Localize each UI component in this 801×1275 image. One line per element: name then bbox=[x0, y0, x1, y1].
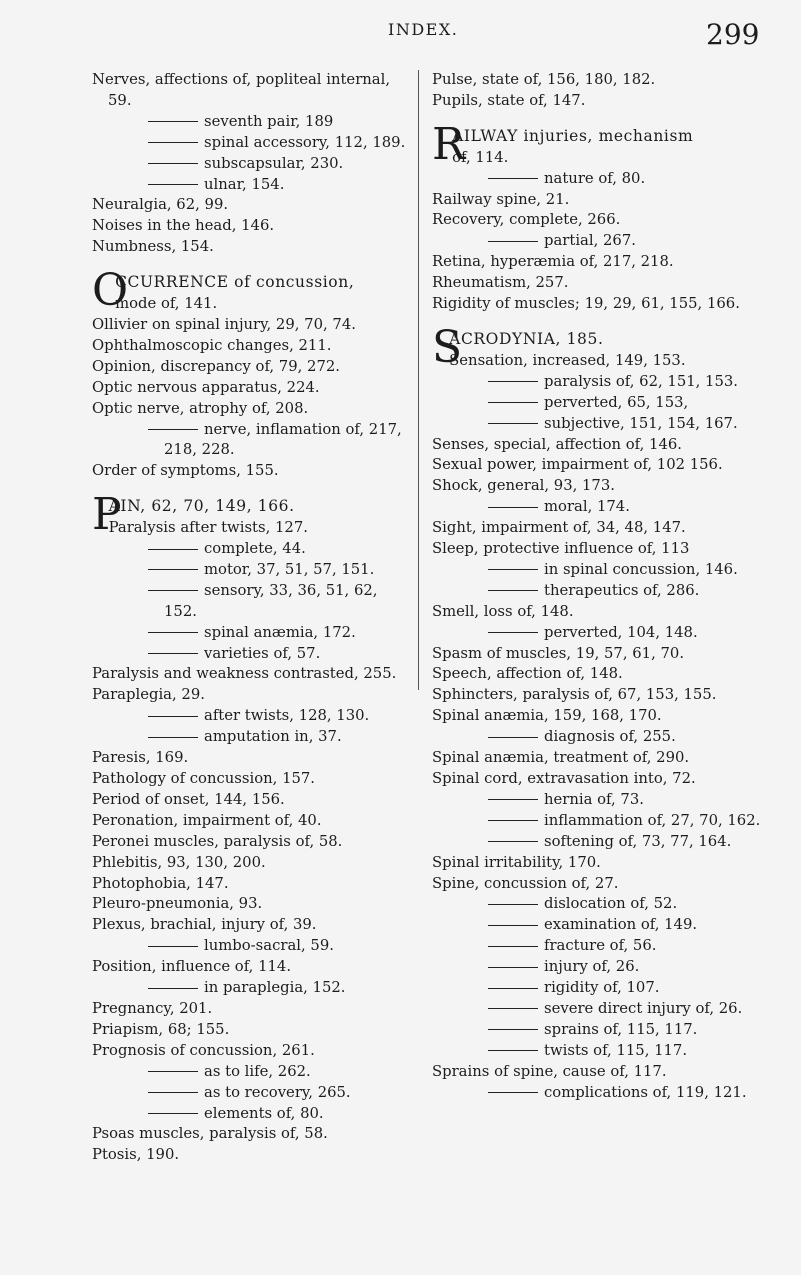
index-subentry: complete, 44. bbox=[92, 539, 410, 560]
index-entry: Railway spine, 21. bbox=[432, 190, 570, 208]
index-entry: Spinal irritability, 170. bbox=[432, 853, 601, 871]
index-entry: Neuralgia, 62, 99. bbox=[92, 196, 229, 214]
index-entry: Spine, concussion of, 27. bbox=[432, 874, 619, 892]
index-subentry: spinal accessory, 112, 189. bbox=[92, 133, 410, 154]
index-entry: Pleuro-pneumonia, 93. bbox=[92, 895, 263, 913]
index-subentry: in spinal concussion, 146. bbox=[432, 560, 765, 581]
index-subentry: subscapsular, 230. bbox=[92, 154, 410, 175]
index-subentry: as to life, 262. bbox=[92, 1062, 410, 1083]
index-subentry: ulnar, 154. bbox=[92, 175, 410, 196]
index-subentry: amputation in, 37. bbox=[92, 727, 410, 748]
index-section-start bbox=[92, 489, 410, 541]
section-continuation-text: mode of, 141. bbox=[115, 295, 218, 313]
index-entry: Optic nerve, atrophy of, 208. bbox=[92, 399, 309, 417]
index-subentry: elements of, 80. bbox=[92, 1104, 410, 1125]
index-entry: Ollivier on spinal injury, 29, 70, 74. bbox=[92, 315, 356, 333]
page-header bbox=[0, 16, 801, 56]
index-subentry: fracture of, 56. bbox=[432, 936, 765, 957]
index-entry: Position, influence of, 114. bbox=[92, 958, 292, 976]
index-entry: Retina, hyperæmia of, 217, 218. bbox=[432, 253, 674, 271]
column-divider bbox=[418, 70, 419, 690]
index-entry: Rheumatism, 257. bbox=[432, 274, 569, 292]
index-entry: Sexual power, impairment of, 102 156. bbox=[432, 456, 723, 474]
index-subentry: inflammation of, 27, 70, 162. bbox=[432, 811, 765, 832]
index-entry: Sight, impairment of, 34, 48, 147. bbox=[432, 519, 686, 537]
drop-initial: R bbox=[432, 118, 466, 170]
index-entry: Priapism, 68; 155. bbox=[92, 1020, 230, 1038]
index-entry: Sphincters, paralysis of, 67, 153, 155. bbox=[432, 686, 717, 704]
index-entry: Prognosis of concussion, 261. bbox=[92, 1041, 315, 1059]
index-entry: Photophobia, 147. bbox=[92, 874, 229, 892]
index-subentry: sprains of, 115, 117. bbox=[432, 1020, 765, 1041]
index-subentry: paralysis of, 62, 151, 153. bbox=[432, 372, 765, 393]
index-subentry: sensory, 33, 36, 51, 62, 152. bbox=[92, 581, 410, 623]
index-entry: Paraplegia, 29. bbox=[92, 686, 205, 704]
index-column-right bbox=[432, 70, 765, 1104]
index-subentry: dislocation of, 52. bbox=[432, 894, 765, 915]
index-subentry: twists of, 115, 117. bbox=[432, 1041, 765, 1062]
index-entry: Spinal anæmia, 159, 168, 170. bbox=[432, 707, 662, 725]
index-column-left bbox=[92, 70, 410, 1166]
index-subentry: softening of, 73, 77, 164. bbox=[432, 832, 765, 853]
index-entry: Pupils, state of, 147. bbox=[432, 91, 586, 109]
index-entry: Peronation, impairment of, 40. bbox=[92, 811, 322, 829]
section-lead-text: AIN, 62, 70, 149, 166. bbox=[108, 497, 295, 516]
index-entry: Numbness, 154. bbox=[92, 238, 214, 256]
index-entry: Pathology of concussion, 157. bbox=[92, 770, 316, 787]
index-entry: Spinal anæmia, treatment of, 290. bbox=[432, 749, 690, 767]
index-subentry: perverted, 65, 153, bbox=[432, 393, 765, 414]
index-entry: Period of onset, 144, 156. bbox=[92, 790, 285, 808]
index-subentry: partial, 267. bbox=[432, 231, 765, 252]
index-subentry: in paraplegia, 152. bbox=[92, 978, 410, 999]
index-subentry: examination of, 149. bbox=[432, 915, 765, 936]
index-subentry: severe direct injury of, 26. bbox=[432, 999, 765, 1020]
drop-initial: O bbox=[92, 265, 129, 317]
index-entry: Smell, loss of, 148. bbox=[432, 602, 574, 620]
section-continuation-text: Sensation, increased, 149, 153. bbox=[449, 351, 686, 369]
index-section-start bbox=[432, 118, 765, 170]
drop-initial: P bbox=[92, 489, 122, 541]
index-subentry: as to recovery, 265. bbox=[92, 1083, 410, 1104]
index-entry: Recovery, complete, 266. bbox=[432, 211, 621, 229]
index-entry: Ophthalmoscopic changes, 211. bbox=[92, 336, 332, 354]
index-entry: Senses, special, affection of, 146. bbox=[432, 435, 682, 453]
index-entry: Optic nervous apparatus, 224. bbox=[92, 378, 320, 396]
index-entry: Noises in the head, 146. bbox=[92, 217, 275, 235]
index-entry: Paresis, 169. bbox=[92, 749, 189, 767]
index-subentry: therapeutics of, 286. bbox=[432, 581, 765, 602]
index-entry: Spinal cord, extravasation into, 72. bbox=[432, 770, 696, 787]
index-entry: Paralysis and weakness contrasted, 255. bbox=[92, 665, 397, 683]
index-subentry: spinal anæmia, 172. bbox=[92, 623, 410, 644]
index-entry: Spasm of muscles, 19, 57, 61, 70. bbox=[432, 644, 685, 662]
index-entry: Speech, affection of, 148. bbox=[432, 665, 623, 683]
index-entry: Pulse, state of, 156, 180, 182. bbox=[432, 71, 656, 88]
index-subentry: rigidity of, 107. bbox=[432, 978, 765, 999]
index-entry: Nerves, affections of, popliteal internal, 59. bbox=[92, 71, 391, 109]
running-head: INDEX. bbox=[388, 20, 459, 39]
index-entry: Order of symptoms, 155. bbox=[92, 462, 279, 480]
index-subentry: hernia of, 73. bbox=[432, 790, 765, 811]
index-entry: Plexus, brachial, injury of, 39. bbox=[92, 916, 317, 934]
index-subentry: lumbo-sacral, 59. bbox=[92, 936, 410, 957]
index-subentry: after twists, 128, 130. bbox=[92, 706, 410, 727]
section-continuation-text: Paralysis after twists, 127. bbox=[108, 519, 308, 537]
index-entry: Rigidity of muscles; 19, 29, 61, 155, 166. bbox=[432, 295, 740, 313]
index-entry: Sleep, protective influence of, 113 bbox=[432, 540, 690, 558]
page-number: 299 bbox=[706, 18, 760, 51]
index-subentry: perverted, 104, 148. bbox=[432, 623, 765, 644]
index-subentry: motor, 37, 51, 57, 151. bbox=[92, 560, 410, 581]
index-entry: Sprains of spine, cause of, 117. bbox=[432, 1062, 667, 1080]
index-subentry: diagnosis of, 255. bbox=[432, 727, 765, 748]
index-subentry: nature of, 80. bbox=[432, 169, 765, 190]
index-subentry: subjective, 151, 154, 167. bbox=[432, 414, 765, 435]
section-lead-text: AILWAY injuries, mechanism bbox=[452, 126, 694, 145]
index-subentry: complications of, 119, 121. bbox=[432, 1083, 765, 1104]
section-continuation-text: of, 114. bbox=[452, 148, 509, 166]
index-entry: Pregnancy, 201. bbox=[92, 999, 213, 1017]
index-subentry: nerve, inflamation of, 217, 218, 228. bbox=[92, 420, 410, 462]
drop-initial: S bbox=[432, 321, 463, 373]
index-entry: Peronei muscles, paralysis of, 58. bbox=[92, 832, 343, 850]
section-lead-text: CCURRENCE of concussion, bbox=[115, 273, 355, 292]
index-section-start bbox=[92, 265, 410, 317]
index-entry: Opinion, discrepancy of, 79, 272. bbox=[92, 357, 340, 375]
index-entry: Shock, general, 93, 173. bbox=[432, 477, 615, 495]
index-subentry: moral, 174. bbox=[432, 497, 765, 518]
index-entry: Psoas muscles, paralysis of, 58. bbox=[92, 1125, 328, 1143]
index-subentry: injury of, 26. bbox=[432, 957, 765, 978]
index-entry: Phlebitis, 93, 130, 200. bbox=[92, 853, 266, 871]
index-entry: Ptosis, 190. bbox=[92, 1146, 180, 1164]
index-section-start bbox=[432, 321, 765, 373]
index-subentry: varieties of, 57. bbox=[92, 644, 410, 665]
section-lead-text: ACRODYNIA, 185. bbox=[449, 329, 604, 348]
index-subentry: seventh pair, 189 bbox=[92, 112, 410, 133]
